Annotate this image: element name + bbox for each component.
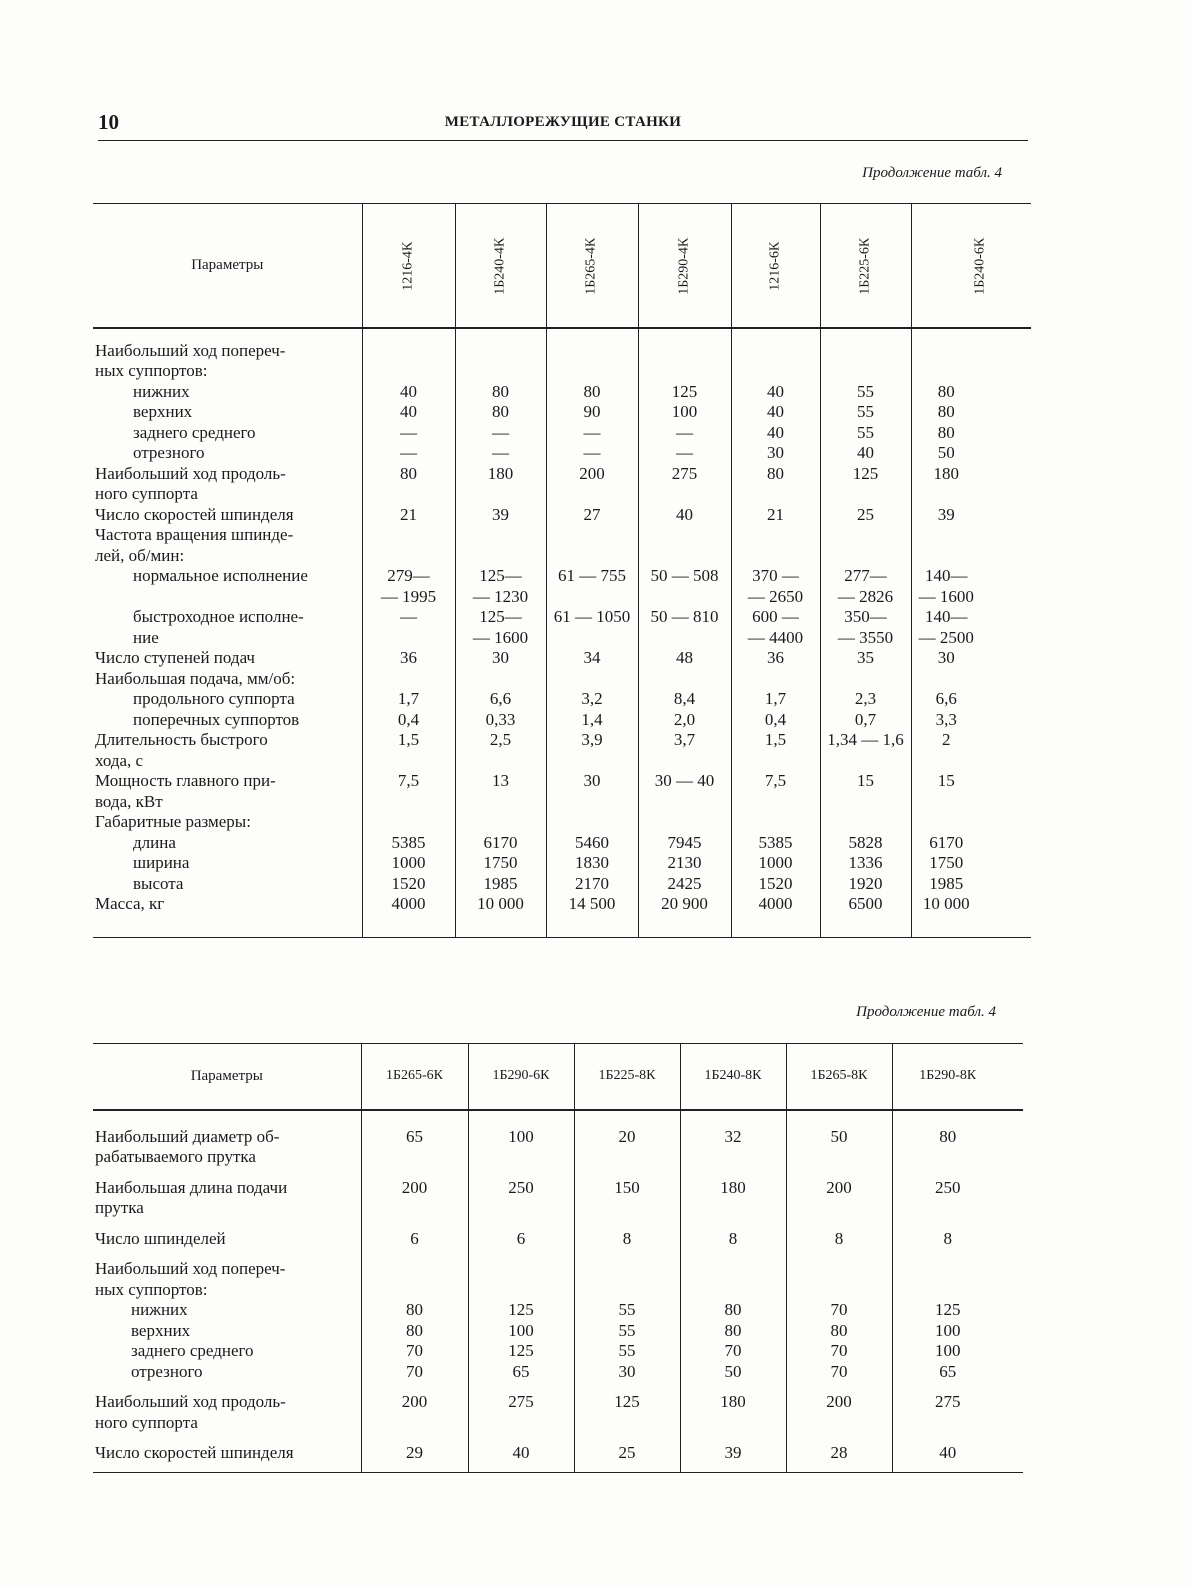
table-cell [731,669,820,690]
table-cell: 20 900 [638,894,731,937]
table-cell: 125 [820,464,911,505]
table-cell: 55 [574,1321,680,1342]
table-cell: 3,9 [546,730,638,771]
table-row [93,730,1031,771]
table-cell [455,812,546,833]
table-cell: 80 [892,1110,1023,1168]
table-cell: 28 [786,1433,892,1472]
table-cell: 4000 [362,894,455,937]
table-cell: 125 [638,382,731,403]
table-cell: 200 [361,1168,468,1219]
row-label: Число скоростей шпинделя [95,504,294,524]
table-cell: 1985 [455,874,546,895]
row-label: нижних [131,1300,188,1319]
table-cell: 50 [911,443,1031,464]
row-label: отрезного [131,1361,203,1381]
table-cell: 80 [455,402,546,423]
table-cell: 180 [680,1168,786,1219]
table-cell [892,1249,1023,1300]
table-cell [362,525,455,566]
table-cell: 125 [468,1300,574,1321]
table-row [93,566,1031,607]
table-cell: 61 — 1050 [546,607,638,648]
table-cell: 80 [680,1300,786,1321]
table-row [93,505,1031,526]
table1-column-header: 1Б240-4К [455,204,546,328]
table-cell: 2,3 [820,689,911,710]
table1 [93,203,1031,938]
table-row [93,812,1031,833]
table-row [93,1219,1023,1250]
table-cell: 70 [786,1341,892,1362]
table2-column-header: 1Б265-6К [361,1044,468,1110]
table-cell: 30 — 40 [638,771,731,812]
table-cell: 250 [892,1168,1023,1219]
table-row [93,874,1031,895]
table-row [93,833,1031,854]
table-cell: 80 [680,1321,786,1342]
table2-column-header: 1Б225-8К [574,1044,680,1110]
table-cell: 7945 [638,833,731,854]
table-cell: 5385 [731,833,820,854]
table-row [93,1321,1023,1342]
table-cell: 55 [574,1300,680,1321]
table-cell: 1,7 [731,689,820,710]
table-cell: 4000 [731,894,820,937]
table-cell: 200 [546,464,638,505]
table-cell: 140— — 1600 [911,566,1031,607]
table2-caption: Продолжение табл. 4 [856,1004,996,1020]
table-cell: 70 [786,1300,892,1321]
table-row [93,1362,1023,1383]
table-cell [786,1249,892,1300]
table-cell: 1,5 [362,730,455,771]
table-cell: 100 [892,1321,1023,1342]
row-label: Длительность быстрого хода, с [95,730,268,770]
table-cell: 1,7 [362,689,455,710]
table-cell: — [546,423,638,444]
table-cell: 36 [731,648,820,669]
table-cell [546,525,638,566]
table-cell [820,525,911,566]
table-cell: 8 [574,1219,680,1250]
table-cell: 125— — 1600 [455,607,546,648]
table-cell: — [362,423,455,444]
table-cell: 40 [362,402,455,423]
row-label: верхних [133,402,193,421]
table1-column-header: 1Б240-6К [911,204,1031,328]
row-label: верхних [131,1320,191,1340]
table-cell: 35 [820,648,911,669]
table-cell: 7,5 [362,771,455,812]
table-cell: 30 [731,443,820,464]
row-label: нормальное исполнение [133,566,308,585]
table-row [93,689,1031,710]
table-row [93,402,1031,423]
table-cell: 30 [455,648,546,669]
table-cell: 90 [546,402,638,423]
table-cell: 80 [362,464,455,505]
table-cell: 370 — — 2650 [731,566,820,607]
table-cell [820,812,911,833]
table-cell: — [455,443,546,464]
table1-param-header: Параметры [93,204,362,328]
table-cell: 55 [820,382,911,403]
table-cell [638,812,731,833]
table-cell: — [362,607,455,648]
page-number: 10 [98,110,119,134]
table-cell: 275 [468,1382,574,1433]
table-cell: 80 [911,382,1031,403]
table-cell: 70 [680,1341,786,1362]
table-cell: 1750 [911,853,1031,874]
table-cell [731,328,820,382]
table-cell: 2,5 [455,730,546,771]
table-cell: 250 [468,1168,574,1219]
table-row [93,525,1031,566]
row-label: Мощность главного при- вода, кВт [95,771,276,811]
table-cell: 30 [574,1362,680,1383]
row-label: Число скоростей шпинделя [95,1443,294,1462]
table2-column-header: 1Б290-8К [892,1044,1023,1110]
table-cell [362,669,455,690]
table-cell [911,669,1031,690]
row-label: Масса, кг [95,894,165,913]
table-cell: 55 [574,1341,680,1362]
table-cell: 3,7 [638,730,731,771]
table2-column-header: 1Б240-8К [680,1044,786,1110]
table-cell: — [362,443,455,464]
table-cell [680,1249,786,1300]
table-cell: 80 [911,423,1031,444]
table-cell: 7,5 [731,771,820,812]
table-cell: 5385 [362,833,455,854]
table-cell: 1830 [546,853,638,874]
table-cell [638,525,731,566]
row-label: ширина [133,853,190,872]
table-cell: 2130 [638,853,731,874]
table-cell: 1520 [362,874,455,895]
table-cell [731,525,820,566]
table-cell [468,1249,574,1300]
table-cell: 20 [574,1110,680,1168]
table-row [93,894,1031,937]
table-cell: 80 [731,464,820,505]
row-label: заднего среднего [133,422,256,442]
table-row [93,382,1031,403]
table-cell [638,328,731,382]
table2-header-row [93,1044,1023,1110]
table-cell [546,328,638,382]
table1-column-header: 1Б265-4К [546,204,638,328]
table-cell: 40 [820,443,911,464]
row-label: Число ступеней подач [95,648,255,667]
table-cell: 1750 [455,853,546,874]
row-label: Габаритные размеры: [95,812,251,831]
table-cell: 6170 [455,833,546,854]
table-cell: 65 [892,1362,1023,1383]
table-cell: 6,6 [455,689,546,710]
table-cell: 21 [731,505,820,526]
table1-column-header: 1216-4К [362,204,455,328]
table-cell: 15 [911,771,1031,812]
table-cell: 8,4 [638,689,731,710]
row-label: Число шпинделей [95,1228,226,1248]
table-cell: 39 [455,505,546,526]
table1-column-header: 1Б225-6К [820,204,911,328]
row-label: продольного суппорта [133,689,295,708]
row-label: Наибольший ход попереч- ных суппортов: [95,340,286,380]
table-row [93,1341,1023,1362]
table-cell: 40 [362,382,455,403]
row-label: нижних [133,381,190,401]
table-cell: 65 [361,1110,468,1168]
table-cell: 39 [680,1433,786,1472]
table-cell [546,669,638,690]
table-cell: 61 — 755 [546,566,638,607]
table2-param-header: Параметры [93,1044,361,1110]
table-cell: 8 [680,1219,786,1250]
table-cell: 180 [680,1382,786,1433]
table-row [93,669,1031,690]
table-cell: 1985 [911,874,1031,895]
table1-body [93,328,1031,938]
table-row [93,1433,1023,1472]
table-cell: 40 [731,402,820,423]
table-cell: 180 [455,464,546,505]
row-label: высота [133,873,184,893]
table-cell: 2170 [546,874,638,895]
table2-column-header: 1Б290-6К [468,1044,574,1110]
table-cell: 5460 [546,833,638,854]
table-cell: 70 [361,1362,468,1383]
table-cell: 1920 [820,874,911,895]
table-row [93,648,1031,669]
table-cell [911,812,1031,833]
table-cell: — [638,443,731,464]
table-cell: 8 [786,1219,892,1250]
table-cell: 48 [638,648,731,669]
table-cell: 1520 [731,874,820,895]
table-cell: 80 [455,382,546,403]
table-cell [911,525,1031,566]
table-cell: 80 [911,402,1031,423]
table-cell: 140— — 2500 [911,607,1031,648]
table-cell: 40 [468,1433,574,1472]
table-cell: 55 [820,402,911,423]
table-cell [455,669,546,690]
table-cell: 150 [574,1168,680,1219]
table-cell: 21 [362,505,455,526]
table-cell: 6170 [911,833,1031,854]
table-cell: 100 [468,1110,574,1168]
table-cell: 65 [468,1362,574,1383]
table-row [93,423,1031,444]
row-label: длина [133,832,176,852]
table-cell: 6500 [820,894,911,937]
table-cell: 1,4 [546,710,638,731]
table-cell: 10 000 [455,894,546,937]
table-cell: 200 [786,1382,892,1433]
table-cell: 25 [820,505,911,526]
table-cell: 40 [892,1433,1023,1472]
table-row [93,1249,1023,1300]
table-cell [574,1249,680,1300]
table-cell: 0,7 [820,710,911,731]
table-cell: 275 [892,1382,1023,1433]
table-cell: 8 [892,1219,1023,1250]
table-cell [362,812,455,833]
table-cell: 1,34 — 1,6 [820,730,911,771]
table1-header-row [93,204,1031,328]
table-row [93,1300,1023,1321]
row-label: Наибольший ход продоль- ного суппорта [95,1392,286,1432]
table-cell: 27 [546,505,638,526]
table2-column-header: 1Б265-8К [786,1044,892,1110]
table-cell: 275 [638,464,731,505]
row-label: быстроходное исполне- ние [133,607,304,647]
table-cell: 1336 [820,853,911,874]
table-row [93,853,1031,874]
table1-column-header: 1216-6К [731,204,820,328]
table-cell: 1000 [362,853,455,874]
table-cell [362,328,455,382]
table-cell [820,669,911,690]
table-cell: 50 — 810 [638,607,731,648]
row-label: отрезного [133,443,205,462]
table-cell: 0,4 [731,710,820,731]
table-row [93,710,1031,731]
table-cell: 15 [820,771,911,812]
table-cell: 100 [892,1341,1023,1362]
table-cell: 600 — — 4400 [731,607,820,648]
table-cell: 39 [911,505,1031,526]
table-cell: 5828 [820,833,911,854]
table-cell: 80 [361,1321,468,1342]
table-cell: 80 [546,382,638,403]
running-head [98,110,1028,141]
table-cell [546,812,638,833]
table-cell: — [455,423,546,444]
row-label: Частота вращения шпинде- лей, об/мин: [95,525,294,565]
table-cell: 40 [638,505,731,526]
table-cell: 25 [574,1433,680,1472]
table-cell: 0,33 [455,710,546,731]
table-cell: 29 [361,1433,468,1472]
table-cell: 40 [731,423,820,444]
table-cell: 80 [786,1321,892,1342]
table-cell: 1,5 [731,730,820,771]
table-cell: — [546,443,638,464]
running-title: МЕТАЛЛОРЕЖУЩИЕ СТАНКИ [444,114,682,130]
table2 [93,1043,1023,1473]
table-row [93,1168,1023,1219]
table-cell: 32 [680,1110,786,1168]
table-cell: 3,2 [546,689,638,710]
table-cell: 80 [361,1300,468,1321]
table1-caption: Продолжение табл. 4 [862,165,1002,181]
table-cell [820,328,911,382]
table-cell: 13 [455,771,546,812]
row-label: Наибольший ход попереч- ных суппортов: [95,1259,286,1299]
row-label: Наибольшая длина подачи прутка [95,1177,288,1217]
table-cell: 125 [892,1300,1023,1321]
table-cell: 350— — 3550 [820,607,911,648]
row-label: заднего среднего [131,1341,254,1360]
row-label: Наибольший диаметр об- рабатываемого прутка [95,1126,280,1166]
table-cell [731,812,820,833]
table-cell: 10 000 [911,894,1031,937]
table-cell: 200 [361,1382,468,1433]
table-cell: — [638,423,731,444]
table-cell: 125— — 1230 [455,566,546,607]
table2-body [93,1110,1023,1473]
table-cell: 125 [574,1382,680,1433]
table-cell: 14 500 [546,894,638,937]
table-cell: 0,4 [362,710,455,731]
table-cell [455,525,546,566]
table-cell: 50 [786,1110,892,1168]
table-cell: 30 [911,648,1031,669]
table-cell: 100 [638,402,731,423]
table-cell [361,1249,468,1300]
table-cell: 34 [546,648,638,669]
table-cell: 30 [546,771,638,812]
table-cell: 2 [911,730,1031,771]
row-label: Наибольший ход продоль- ного суппорта [95,463,286,503]
row-label: Наибольшая подача, мм/об: [95,668,296,688]
table-cell: 1000 [731,853,820,874]
table-row [93,328,1031,382]
table-cell [455,328,546,382]
table-cell: 3,3 [911,710,1031,731]
table-cell: 200 [786,1168,892,1219]
table-cell: 40 [731,382,820,403]
table-cell [638,669,731,690]
table-cell: 6 [468,1219,574,1250]
table-cell: 125 [468,1341,574,1362]
table-cell: 279— — 1995 [362,566,455,607]
table-cell: 180 [911,464,1031,505]
table1-column-header: 1Б290-4К [638,204,731,328]
table-row [93,1382,1023,1433]
table-cell [911,328,1031,382]
table-cell: 50 [680,1362,786,1383]
table-cell: 100 [468,1321,574,1342]
table-cell: 2425 [638,874,731,895]
table-cell: 70 [361,1341,468,1362]
table-row [93,771,1031,812]
table-row [93,1110,1023,1168]
table-cell: 50 — 508 [638,566,731,607]
table-cell: 55 [820,423,911,444]
table-row [93,607,1031,648]
table-cell: 70 [786,1362,892,1383]
table-cell: 2,0 [638,710,731,731]
table-cell: 36 [362,648,455,669]
table-cell: 277— — 2826 [820,566,911,607]
table-row [93,464,1031,505]
table-cell: 6 [361,1219,468,1250]
table-row [93,443,1031,464]
table-cell: 6,6 [911,689,1031,710]
row-label: поперечных суппортов [133,709,300,729]
